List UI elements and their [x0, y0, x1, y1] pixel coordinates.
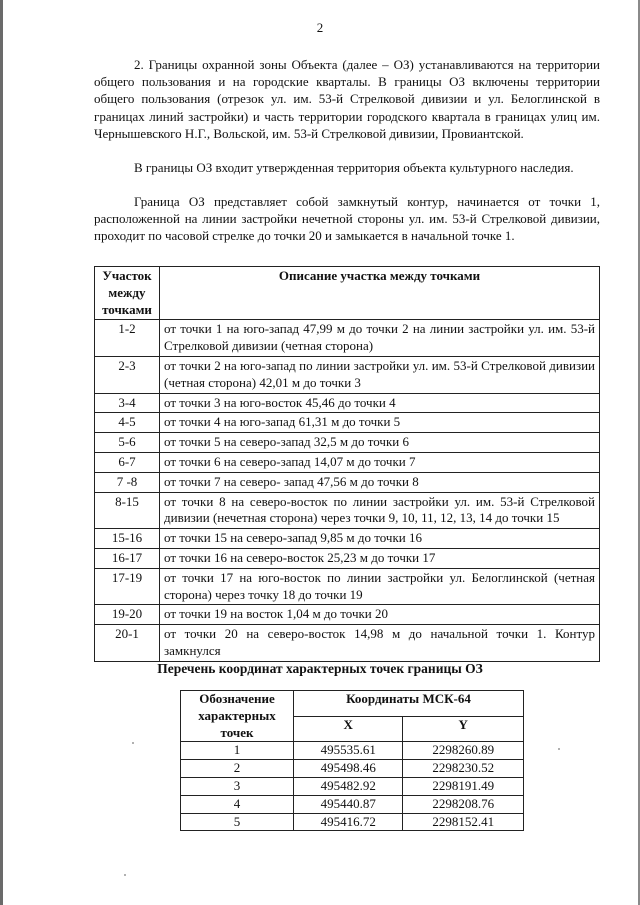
paragraph-contour-text: Граница ОЗ представляет собой замкнутый контур, начинается от точки 1, расположенной на линии застройки нечетной стороны ул. им. 53-й Стрелковой дивизии, проходит по часовой стрелке до точки 20 и замыкается в начальной точке 1. [94, 194, 600, 244]
page-number: 2 [316, 20, 324, 35]
point-label: 3 [181, 777, 294, 795]
section-description: от точки 8 на северо-восток по линии застройки ул. им. 53-й Стрелковой дивизии (нечетная сторона) через точки 9, 10, 11, 12, 13, 14 до точки 15 [160, 492, 600, 529]
section-description: от точки 17 на юго-восток по линии застройки ул. Белоглинской (четная сторона) через точку 18 до точки 19 [160, 568, 600, 605]
section-description: от точки 16 на северо-восток 25,23 м до точки 17 [160, 548, 600, 568]
x-value: 495416.72 [294, 813, 403, 831]
scan-speck [124, 874, 126, 876]
section-description: от точки 19 на восток 1,04 м до точки 20 [160, 605, 600, 625]
point-label: 1 [181, 742, 294, 760]
section-label: 5-6 [95, 433, 160, 453]
header-point: Обозначение характерных точек [181, 691, 294, 742]
point-label: 5 [181, 813, 294, 831]
paragraph-heritage-text: В границы ОЗ входит утвержденная территория объекта культурного наследия. [134, 160, 574, 175]
coordinates-title: Перечень координат характерных точек границы ОЗ [157, 661, 483, 676]
section-row [95, 568, 600, 605]
coordinates-header-row [181, 691, 524, 717]
section-row [95, 452, 600, 472]
coordinate-row [181, 742, 524, 760]
section-table [94, 266, 600, 662]
section-table-header [95, 267, 600, 320]
section-description: от точки 2 на юго-запад по линии застройки ул. им. 53-й Стрелковой дивизии (четная сторона) 42,01 м до точки 3 [160, 356, 600, 393]
y-value: 2298230.52 [403, 760, 524, 778]
header-system: Координаты МСК-64 [294, 691, 524, 717]
section-description: от точки 1 на юго-запад 47,99 м до точки 2 на линии застройки ул. им. 53-й Стрелковой дивизии (четная сторона) [160, 320, 600, 357]
section-row [95, 492, 600, 529]
section-description: от точки 3 на юго-восток 45,46 до точки 4 [160, 393, 600, 413]
section-label: 17-19 [95, 568, 160, 605]
section-label: 8-15 [95, 492, 160, 529]
point-label: 4 [181, 795, 294, 813]
section-description: от точки 6 на северо-запад 14,07 м до точки 7 [160, 452, 600, 472]
header-y: Y [403, 716, 524, 742]
paragraph-boundaries-text: 2. Границы охранной зоны Объекта (далее – ОЗ) устанавливаются на территории общего пользования и на городские кварталы. В границы ОЗ включены территории общего пользования (отрезок ул. им. 53-й Стрелковой дивизии и ул. Белоглинской в границах линий застройки) и часть территории городского квартала в границах улиц им. Чернышевского Н.Г., Вольской, им. 53-й Стрелковой дивизии, Провиантской. [94, 57, 600, 141]
section-label: 1-2 [95, 320, 160, 357]
x-value: 495440.87 [294, 795, 403, 813]
coordinate-row [181, 777, 524, 795]
section-row [95, 548, 600, 568]
coordinate-row [181, 760, 524, 778]
section-description: от точки 15 на северо-запад 9,85 м до точки 16 [160, 529, 600, 549]
section-label: 16-17 [95, 548, 160, 568]
section-label: 2-3 [95, 356, 160, 393]
y-value: 2298152.41 [403, 813, 524, 831]
section-row [95, 472, 600, 492]
scan-speck [132, 742, 134, 744]
coordinates-table-body [181, 742, 524, 831]
coordinates-table [180, 690, 524, 831]
scan-speck [558, 748, 560, 750]
x-value: 495498.46 [294, 760, 403, 778]
header-description: Описание участка между точками [160, 267, 600, 320]
y-value: 2298191.49 [403, 777, 524, 795]
coordinate-row [181, 795, 524, 813]
section-label: 4-5 [95, 413, 160, 433]
paragraph-heritage [94, 159, 600, 176]
section-row [95, 413, 600, 433]
header-section: Участок между точками [95, 267, 160, 320]
x-value: 495482.92 [294, 777, 403, 795]
section-label: 20-1 [95, 625, 160, 662]
section-label: 3-4 [95, 393, 160, 413]
section-row [95, 433, 600, 453]
section-description: от точки 20 на северо-восток 14,98 м до начальной точки 1. Контур замкнулся [160, 625, 600, 662]
section-label: 19-20 [95, 605, 160, 625]
paragraph-contour [94, 193, 600, 245]
y-value: 2298208.76 [403, 795, 524, 813]
section-label: 6-7 [95, 452, 160, 472]
x-value: 495535.61 [294, 742, 403, 760]
coordinate-row [181, 813, 524, 831]
section-table-body [95, 320, 600, 661]
section-description: от точки 7 на северо- запад 47,56 м до точки 8 [160, 472, 600, 492]
section-label: 7 -8 [95, 472, 160, 492]
section-row [95, 320, 600, 357]
section-row [95, 605, 600, 625]
section-row [95, 529, 600, 549]
section-row [95, 393, 600, 413]
scan-edge-left [0, 0, 3, 905]
paragraph-boundaries [94, 56, 600, 142]
section-description: от точки 5 на северо-запад 32,5 м до точки 6 [160, 433, 600, 453]
section-description: от точки 4 на юго-запад 61,31 м до точки 5 [160, 413, 600, 433]
y-value: 2298260.89 [403, 742, 524, 760]
point-label: 2 [181, 760, 294, 778]
section-row [95, 625, 600, 662]
section-label: 15-16 [95, 529, 160, 549]
header-x: X [294, 716, 403, 742]
section-row [95, 356, 600, 393]
